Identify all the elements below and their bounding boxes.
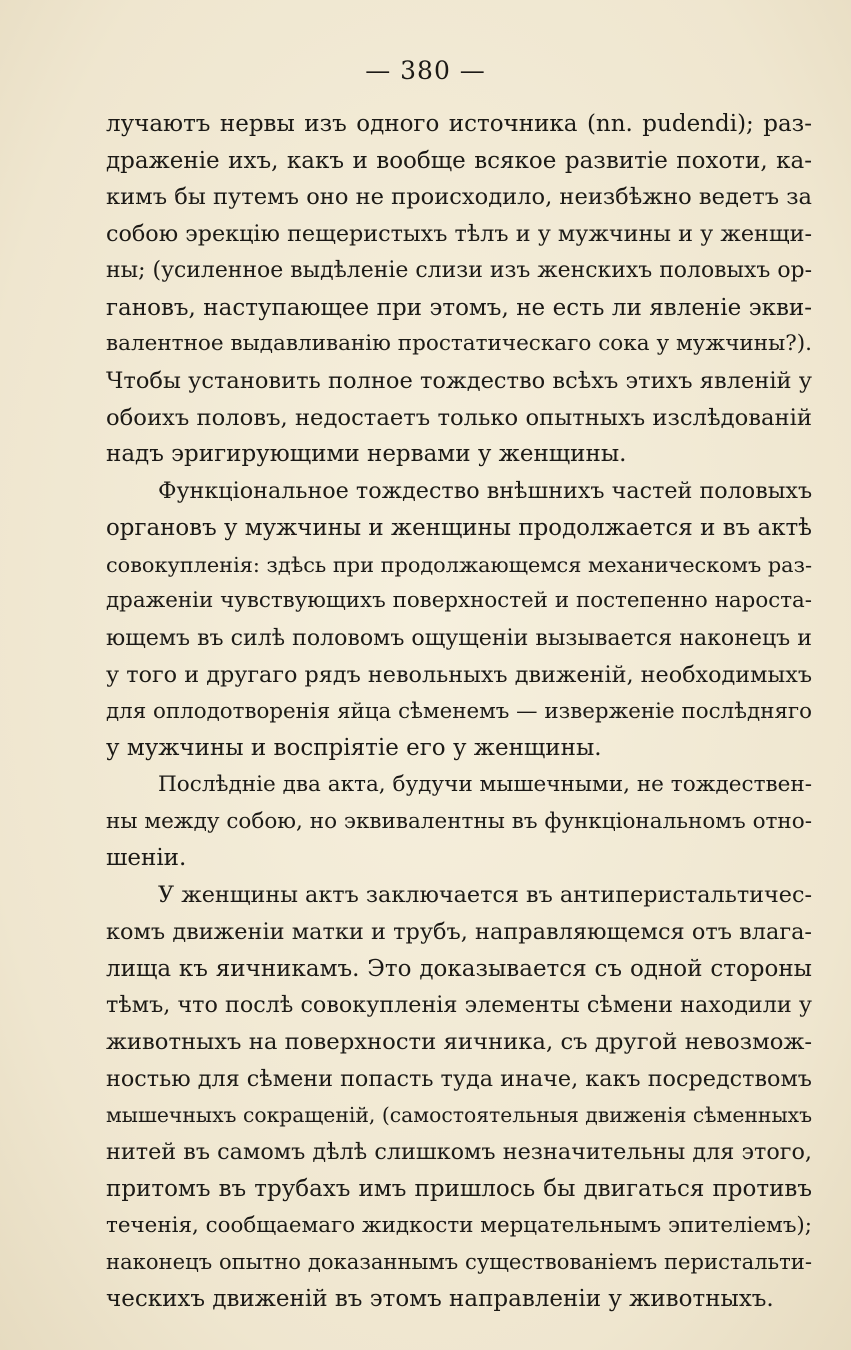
text-line: обоихъ половъ, недостаетъ только опытныхъ изслѣдованій [106,404,812,431]
text-line: лучаютъ нервы изъ одного источника (nn. pudendi); раз- [106,111,812,137]
text-line: у мужчины и воспріятіе его у женщины. [106,735,602,762]
text-line: Чтобы установить полное тождество всѣхъ этихъ явленій у [106,368,812,395]
text-line: мышечныхъ сокращеній, (самостоятельныя движенія сѣменныхъ [106,1103,813,1128]
text-line: надъ эригирующими нервами у женщины. [106,441,627,468]
page-number: — 380 — [365,56,486,85]
text-line: животныхъ на поверхности яичника, съ другой невозмож- [106,1028,812,1055]
text-line: Послѣдніе два акта, будучи мышечными, не тождествен- [158,771,813,797]
body-text [106,106,812,1318]
text-line: Функціональное тождество внѣшнихъ частей половыхъ [158,478,813,505]
text-line: совокупленія: здѣсь при продолжающемся механическомъ раз- [106,552,812,577]
text-line: гановъ, наступающее при этомъ, не есть ли явленіе экви- [106,294,812,321]
text-line: валентное выдавливанію простатическаго сока у мужчины?). [106,331,812,357]
text-line: ческихъ движеній въ этомъ направленіи у животныхъ. [106,1286,774,1312]
text-line: ны; (усиленное выдѣленіе слизи изъ женскихъ половыхъ ор- [106,257,812,283]
text-line: у того и другаго рядъ невольныхъ движеній, необходимыхъ [106,661,812,688]
text-line: собою эрекцію пещеристыхъ тѣлъ и у мужчины и у женщи- [106,221,812,248]
text-line: притомъ въ трубахъ имъ пришлось бы двигаться противъ [106,1175,812,1202]
text-line: органовъ у мужчины и женщины продолжается и въ актѣ [106,514,812,541]
text-line: ны между собою, но эквивалентны въ функціональномъ отно- [106,808,812,834]
text-line: наконецъ опытно доказаннымъ существованіемъ перистальти- [106,1249,812,1275]
text-line: кимъ бы путемъ оно не происходило, неизбѣжно ведетъ за [106,184,812,211]
text-line: тѣмъ, что послѣ совокупленія элементы сѣмени находили у [106,992,812,1019]
text-line: драженіе ихъ, какъ и вообще всякое развитіе похоти, ка- [106,147,812,174]
text-line: У женщины актъ заключается въ антиперистальтичес- [158,882,813,909]
text-line: ющемъ въ силѣ половомъ ощущеніи вызывается наконецъ и [106,625,812,652]
text-line: комъ движеніи матки и трубъ, направляющемся отъ влага- [106,918,812,945]
text-line: для оплодотворенія яйца сѣменемъ — изверженіе послѣдняго [106,698,812,724]
text-line: нитей въ самомъ дѣлѣ слишкомъ незначительны для этого, [106,1139,812,1166]
text-line: теченія, сообщаемаго жидкости мерцательнымъ эпителіемъ); [106,1212,812,1238]
text-line: шеніи. [106,845,187,872]
text-line: ностью для сѣмени попасть туда иначе, какъ посредствомъ [106,1065,812,1092]
text-line: лища къ яичникамъ. Это доказывается съ одной стороны [106,955,812,982]
text-line: драженіи чувствующихъ поверхностей и постепенно нароста- [106,588,812,614]
